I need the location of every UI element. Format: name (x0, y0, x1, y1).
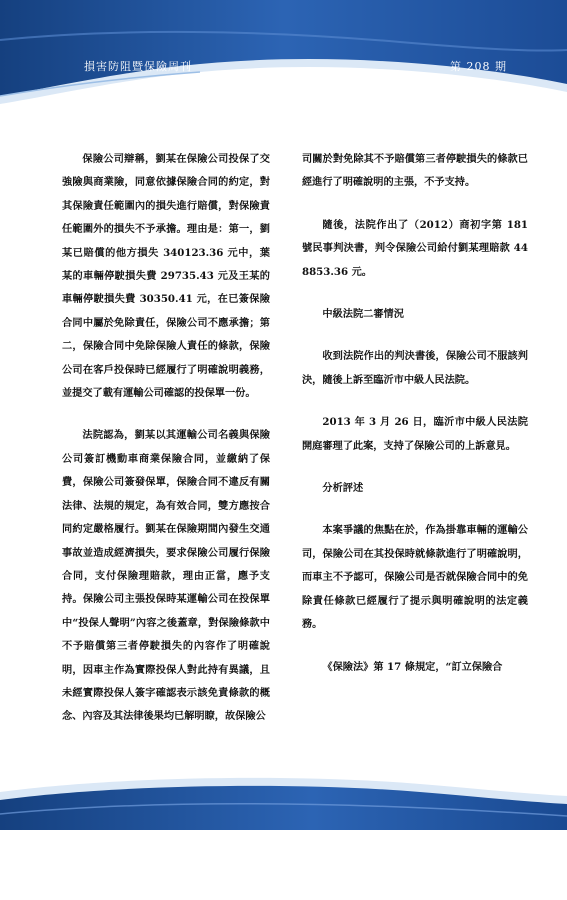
paragraph: 本案爭議的焦點在於，作為掛靠車輛的運輸公司，保險公司在其投保時就條款進行了明確說明，而車主不予認可，保險公司是否就保險合同中的免除責任條款已經履行了提示與明確說明的法定義務。 (302, 524, 528, 631)
paragraph: 隨後，法院作出了（2012）商初字第 181 號民事判決書，判令保險公司給付劉某理賠款 448853.36 元。 (302, 218, 528, 278)
section-heading: 分析評述 (322, 482, 364, 495)
paragraph: 收到法院作出的判決書後，保險公司不服該判決，隨後上訴至臨沂市中級人民法院。 (302, 350, 528, 386)
header-wave-graphic (0, 0, 567, 110)
page-header-band (0, 0, 567, 110)
paragraph: 《保險法》第 17 條規定，“訂立保險合 (322, 660, 503, 673)
section-heading: 中級法院二審情況 (322, 308, 404, 321)
paragraph: 法院認為，劉某以其運輸公司名義與保險公司簽訂機動車商業保險合同，並繳納了保費，保險公司簽發保單，保險合同不違反有關法律、法規的規定，為有效合同，雙方應按合同約定嚴格履行。劉某在保險期間內發生交通事故並造成經濟損失，要求保險公司履行保險合同，支付保險理賠款，理由正當，應予支持。保險公司主張投保時某運輸公司在投保單中“投保人聲明”內容之後蓋章，對保險條款中不予賠償第三者停駛損失的內容作了明確說明，因車主作為實際投保人對此持有異議，且未經實際投保人簽字確認表示該免責條款的概念、內容及其法律後果均已解明瞭，故保險公 (62, 429, 270, 723)
paragraph: 司關於對免除其不予賠償第三者停駛損失的條款已經進行了明確說明的主張，不予支持。 (302, 153, 528, 189)
publication-title: 損害防阻暨保險周刊 (84, 60, 192, 73)
left-column (62, 148, 270, 748)
footer-wave-graphic (0, 770, 567, 830)
paragraph: 2013 年 3 月 26 日，臨沂市中級人民法院開庭審理了此案，支持了保險公司的上訴意見。 (302, 416, 528, 452)
issue-number: 第 208 期 (450, 60, 507, 73)
paragraph: 保險公司辯稱，劉某在保險公司投保了交強險與商業險，同意依據保險合同的約定，對其保險責任範圍內的損失進行賠償，對保險責任範圍外的損失不予承擔。理由是：第一，劉某已賠償的他方損失 340123.36 元中，葉某的車輛停駛損失費 29735.43 元及王某的車輛停駛損失費 30350.41 元，在已簽保險合同中屬於免除責任，保險公司不應承擔；第二，保險合同中免除保險人責任的條款，保險公司在客戶投保時已經履行了明確說明義務，並提交了載有運輸公司確認的投保單一份。 (62, 153, 270, 400)
page-footer-band (0, 770, 567, 830)
right-column (302, 148, 528, 698)
